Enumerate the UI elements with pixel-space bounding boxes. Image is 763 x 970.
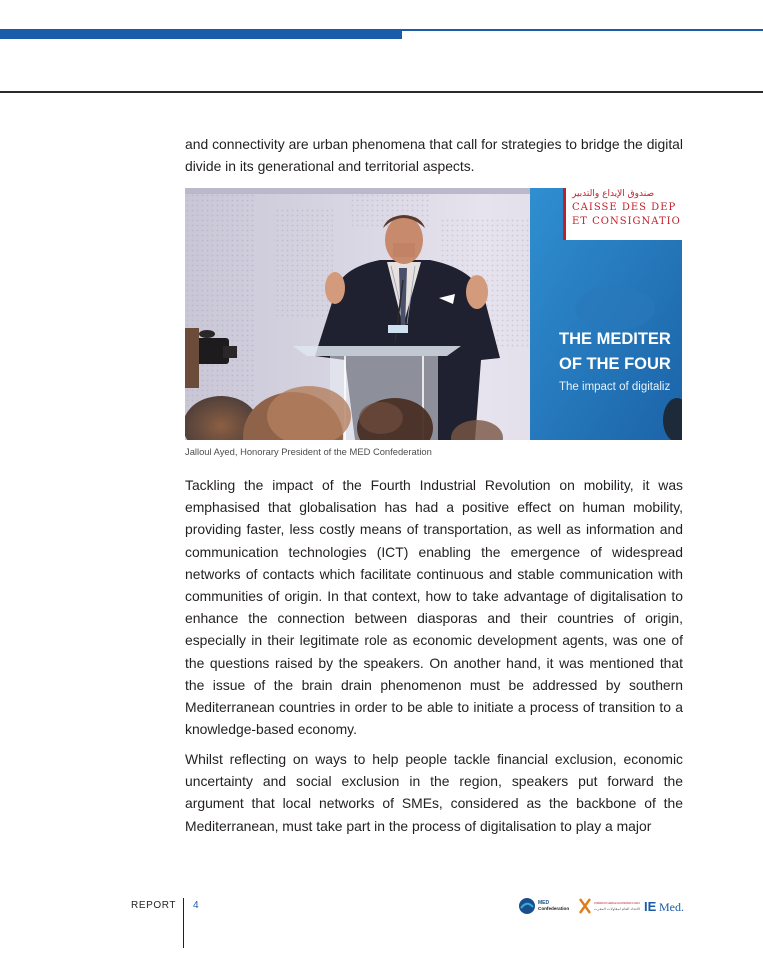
body-paragraph-1: Tackling the impact of the Fourth Industrial Revolution on mobility, it was emphasised that globalisation has had a positive effect on human mobility, providing faster, less costly means of transportation, as well as information and communication technologies (ICT) enabling the emergence of widespread networks of contacts which facilitate continuous and stable communication with communities of origin. In that context, how to take advantage of digitalisation to enhance the connection between diasporas and their countries of origin, especially in their legitimate role as economic development agents, was one of the questions raised by the speakers. On another hand, it was mentioned that the issue of the brain drain phenomenon must be addressed by southern Mediterranean countries in order to be able to initiate a process of transition to a knowledge-based economy. xyxy=(185,477,683,738)
footer-separator xyxy=(183,898,184,948)
header-accent-bar xyxy=(0,29,402,39)
logo-cgem-line2: الاتحاد العام لمقاولات المغرب xyxy=(594,907,631,911)
speaker-photo xyxy=(185,188,682,440)
banner-title-line2: OF THE FOUR xyxy=(559,355,671,373)
logo-iemed-rest: Med. xyxy=(659,900,684,914)
header-accent-line xyxy=(402,29,763,31)
logo-cgem-line1: CONFÉDÉRATION GÉNÉRALE DES ENTREPRISES DU MAROC xyxy=(594,902,641,905)
intro-paragraph: and connectivity are urban phenomena that call for strategies to bridge the digital divide in its generational and territorial aspects. xyxy=(185,136,683,175)
page-number: 4 xyxy=(193,900,199,911)
banner-sign-line2: ET CONSIGNATIO xyxy=(572,216,681,227)
photo-caption: Jalloul Ayed, Honorary President of the MED Confederation xyxy=(185,446,432,457)
header-rule xyxy=(0,91,763,93)
banner-sign-line1: CAISSE DES DEP xyxy=(572,202,677,213)
banner-sign-arabic: صندوق الإيداع والتدبير xyxy=(572,189,655,199)
logo-med-line2: Confederation xyxy=(538,906,570,911)
body-paragraph-2: Whilst reflecting on ways to help people tackle financial exclusion, economic uncertainty and social exclusion in the region, speakers put forward the argument that local networks of SMEs, considered as the backbone of the Mediterranean, must take part in the process of digitalisation to play a major xyxy=(185,751,683,834)
cgem-logo xyxy=(580,899,640,913)
iemed-logo xyxy=(644,899,684,914)
banner-subtitle: The impact of digitaliz xyxy=(559,381,671,393)
banner-title-line1: THE MEDITER xyxy=(559,330,671,348)
footer-logos xyxy=(518,895,688,917)
logo-iemed-strong: IE xyxy=(644,899,657,914)
med-confederation-logo xyxy=(519,898,569,914)
logo-med-line1: MED xyxy=(538,900,550,906)
footer-report-label: REPORT xyxy=(131,900,177,911)
